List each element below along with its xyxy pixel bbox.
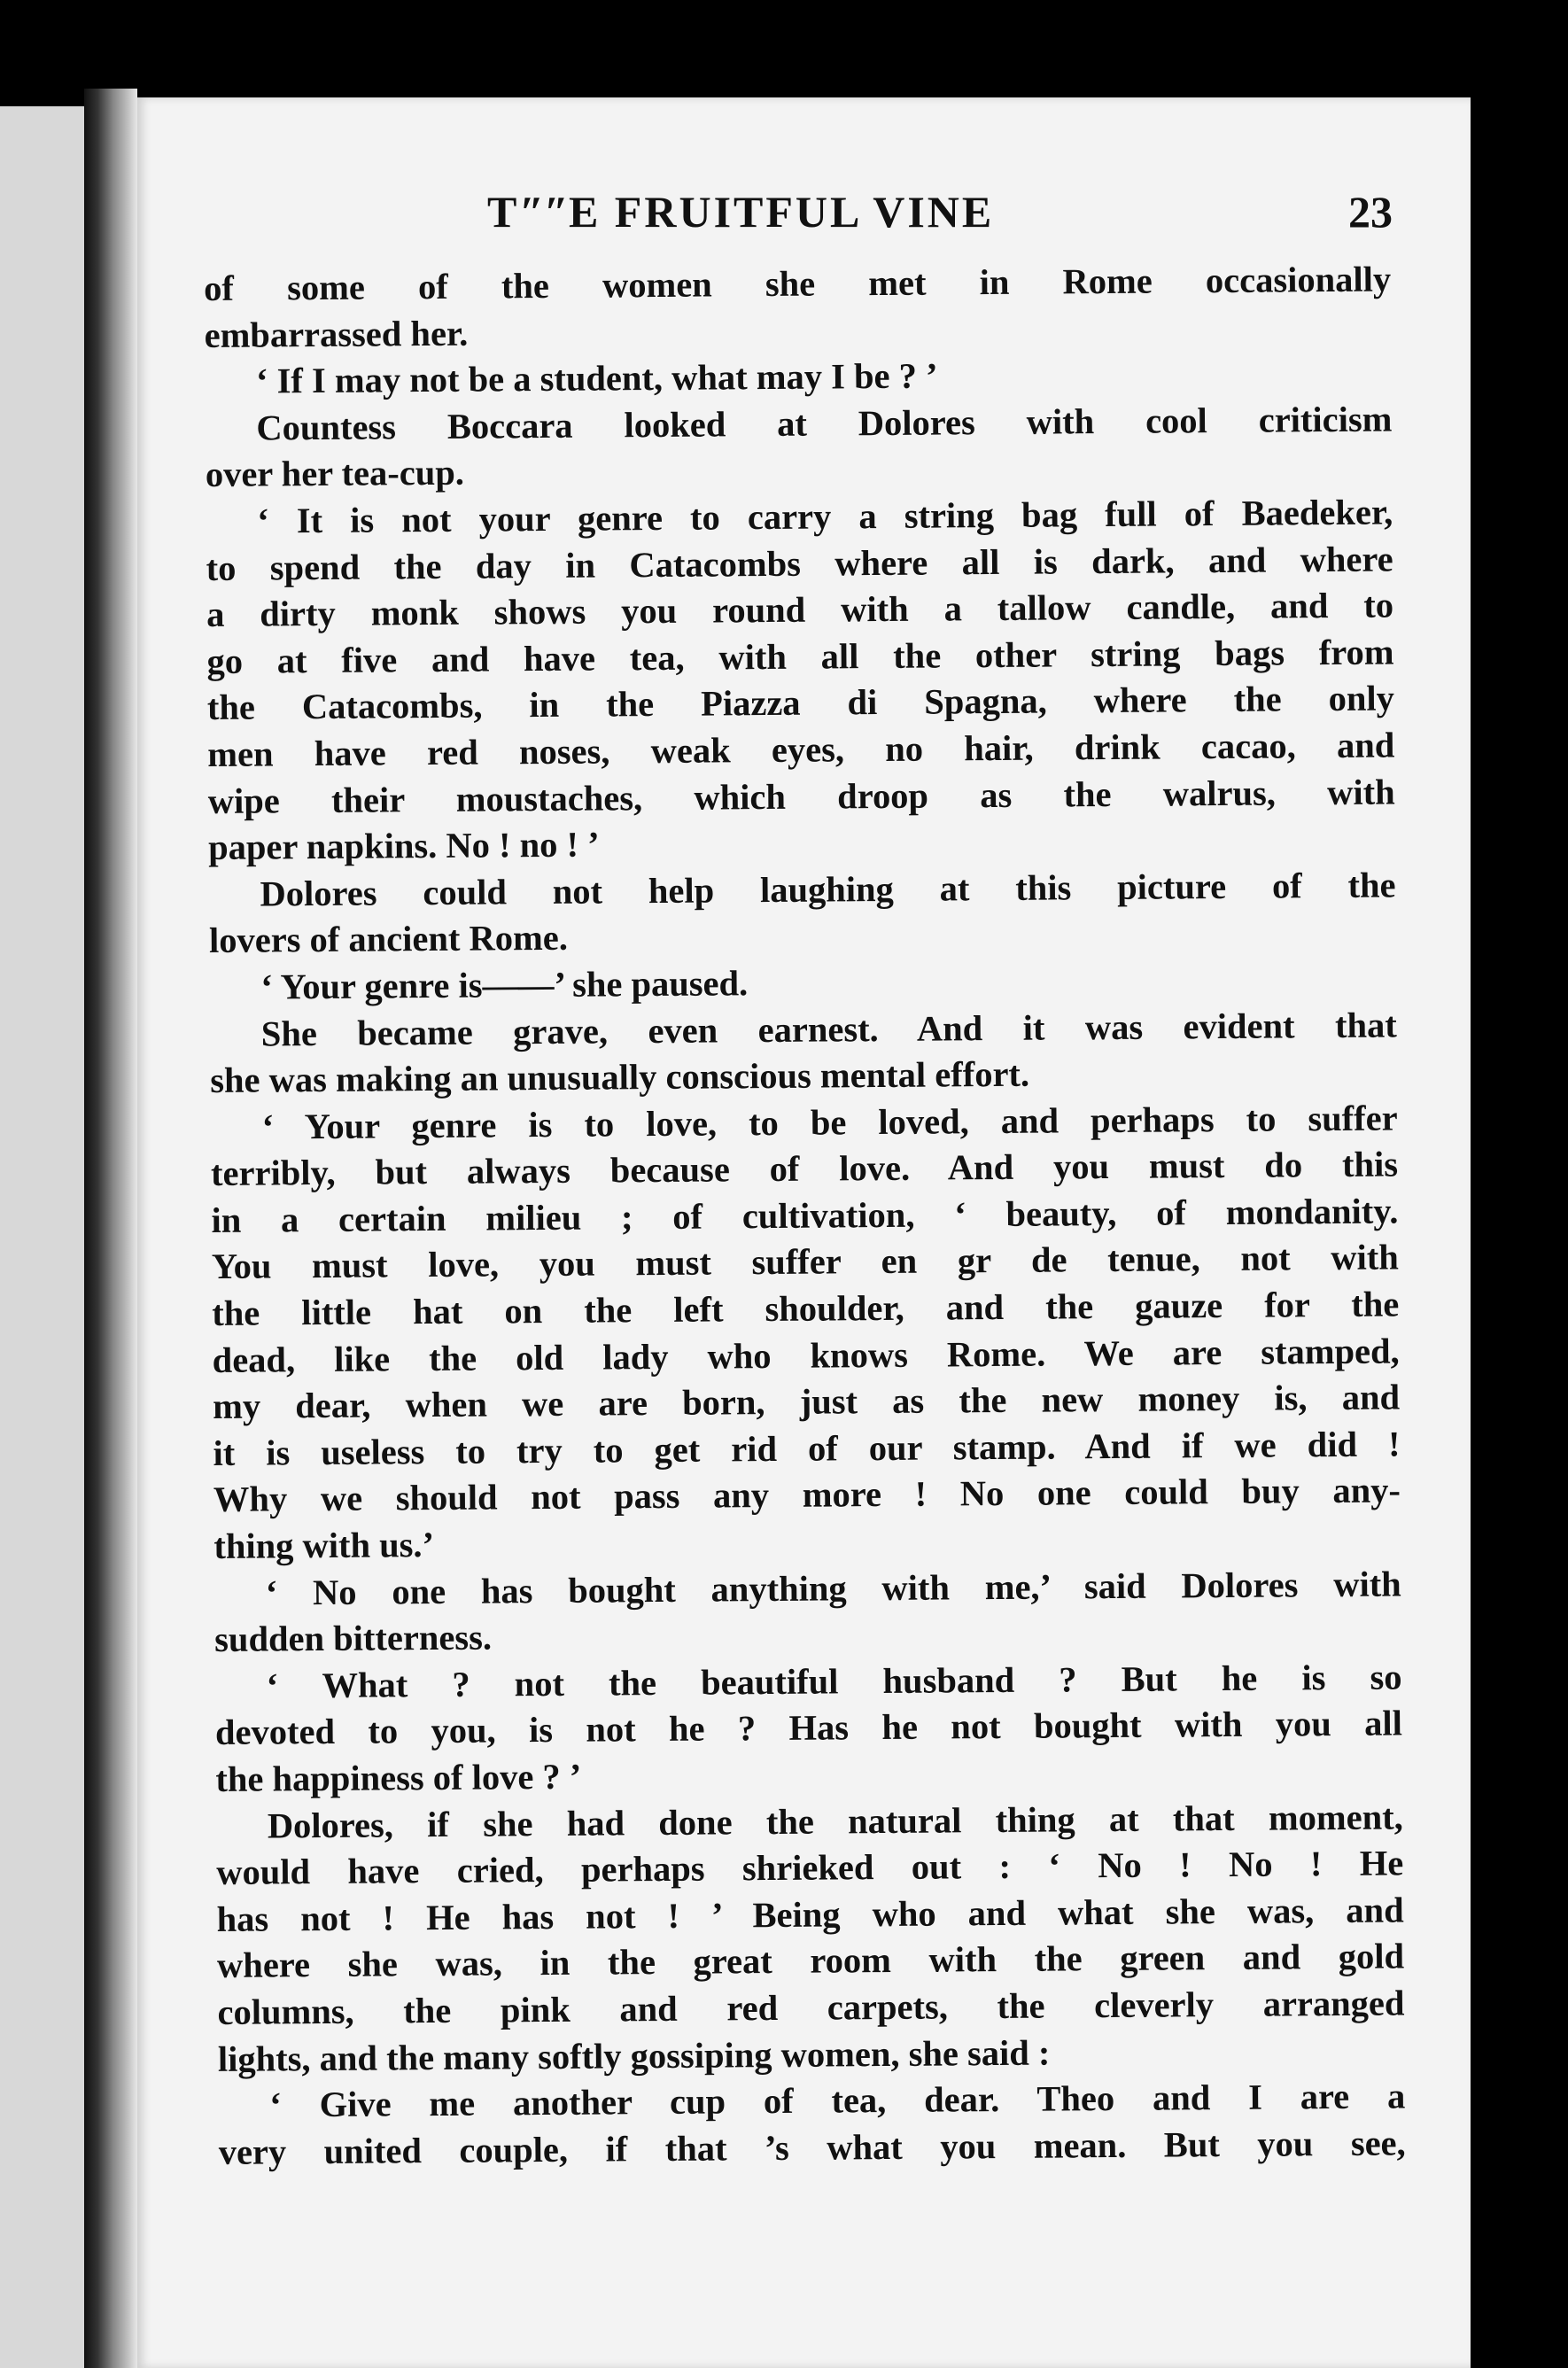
text-line: ‘ Your genre is——’ she paused. <box>260 963 749 1007</box>
text-line: ‘ Your genre is to love, to be loved, and perhaps to suffer <box>261 1098 1398 1147</box>
text-line: to spend the day in Catacombs where all is dark, and where <box>206 539 1393 588</box>
text-line: ‘ No one has bought anything with me,’ said Dolores with <box>265 1564 1401 1613</box>
text-line: You must love, you must suffer en gr de tenue, not with <box>211 1237 1400 1287</box>
text-line: columns, the pink and red carpets, the cleverly arranged <box>217 1983 1405 2032</box>
running-head-title: TʺʺE FRUITFUL VINE <box>487 187 995 237</box>
book-page <box>137 97 1471 2368</box>
text-line: she was making an unusually conscious mental effort. <box>210 1053 1030 1101</box>
text-line: sudden bitterness. <box>214 1617 493 1660</box>
body-text <box>204 256 1406 2176</box>
text-line: the happiness of love ? ’ <box>215 1756 582 1799</box>
text-line: devoted to you, is not he ? Has he not bought with you all <box>214 1703 1403 1753</box>
page-number: 23 <box>1348 187 1393 237</box>
facing-page-edge <box>0 106 86 2368</box>
book-spine-gutter <box>84 89 137 2368</box>
text-line: the little hat on the left shoulder, and the gauze for the <box>212 1284 1400 1334</box>
text-line: Why we should not pass any more ! No one could buy any- <box>213 1470 1401 1520</box>
text-line: would have cried, perhaps shrieked out : ‘ No ! No ! He <box>216 1843 1404 1893</box>
text-line: of some of the women she met in Rome occasionally <box>204 259 1392 308</box>
text-line: ‘ Give me another cup of tea, dear. Theo and I are a <box>269 2076 1406 2125</box>
text-line: embarrassed her. <box>204 313 469 355</box>
text-line: go at five and have tea, with all the other string bags from <box>206 632 1394 681</box>
text-line: paper napkins. No ! no ! ’ <box>207 824 600 868</box>
text-line: terribly, but always because of love. And you must do this <box>210 1144 1399 1194</box>
text-line: She became grave, even earnest. And it was evident that <box>260 1004 1397 1054</box>
text-line: wipe their moustaches, which droop as the walrus, with <box>207 771 1395 821</box>
running-head <box>137 186 1471 257</box>
text-line: the Catacombs, in the Piazza di Spagna, where the only <box>206 678 1395 728</box>
text-line: dead, like the old lady who knows Rome. We are stamped, <box>212 1331 1400 1380</box>
text-line: it is useless to try to get rid of our stamp. And if we did ! <box>213 1424 1401 1473</box>
text-line: men have red noses, weak eyes, no hair, drink cacao, and <box>207 725 1395 774</box>
text-line: has not ! He has not ! ’ Being who and what she was, and <box>216 1890 1404 1939</box>
text-line: ‘ If I may not be a student, what may I be ? ’ <box>255 355 938 401</box>
text-line: very united couple, if that ’s what you mean. But you see, <box>218 2123 1406 2172</box>
text-line: lights, and the many softly gossiping women, she said : <box>217 2032 1051 2079</box>
text-line: where she was, in the great room with the green and gold <box>216 1936 1405 1986</box>
text-line: ‘ It is not your genre to carry a string bag full of Baedeker, <box>257 492 1393 541</box>
text-line: in a certain milieu ; of cultivation, ‘ beauty, of mondanity. <box>211 1191 1399 1240</box>
text-line: my dear, when we are born, just as the new money is, and <box>212 1377 1401 1427</box>
text-line: a dirty monk shows you round with a tallow candle, and to <box>206 585 1394 635</box>
text-line: over her tea-cup. <box>205 453 465 495</box>
text-line: Countess Boccara looked at Dolores with cool criticism <box>256 399 1393 448</box>
text-line: Dolores, if she had done the natural thing at that moment, <box>267 1797 1403 1846</box>
text-line: lovers of ancient Rome. <box>208 918 569 961</box>
text-line: ‘ What ? not the beautiful husband ? But he is so <box>266 1657 1402 1706</box>
text-line: thing with us.’ <box>213 1525 435 1566</box>
text-line: Dolores could not help laughing at this picture of the <box>260 865 1396 914</box>
